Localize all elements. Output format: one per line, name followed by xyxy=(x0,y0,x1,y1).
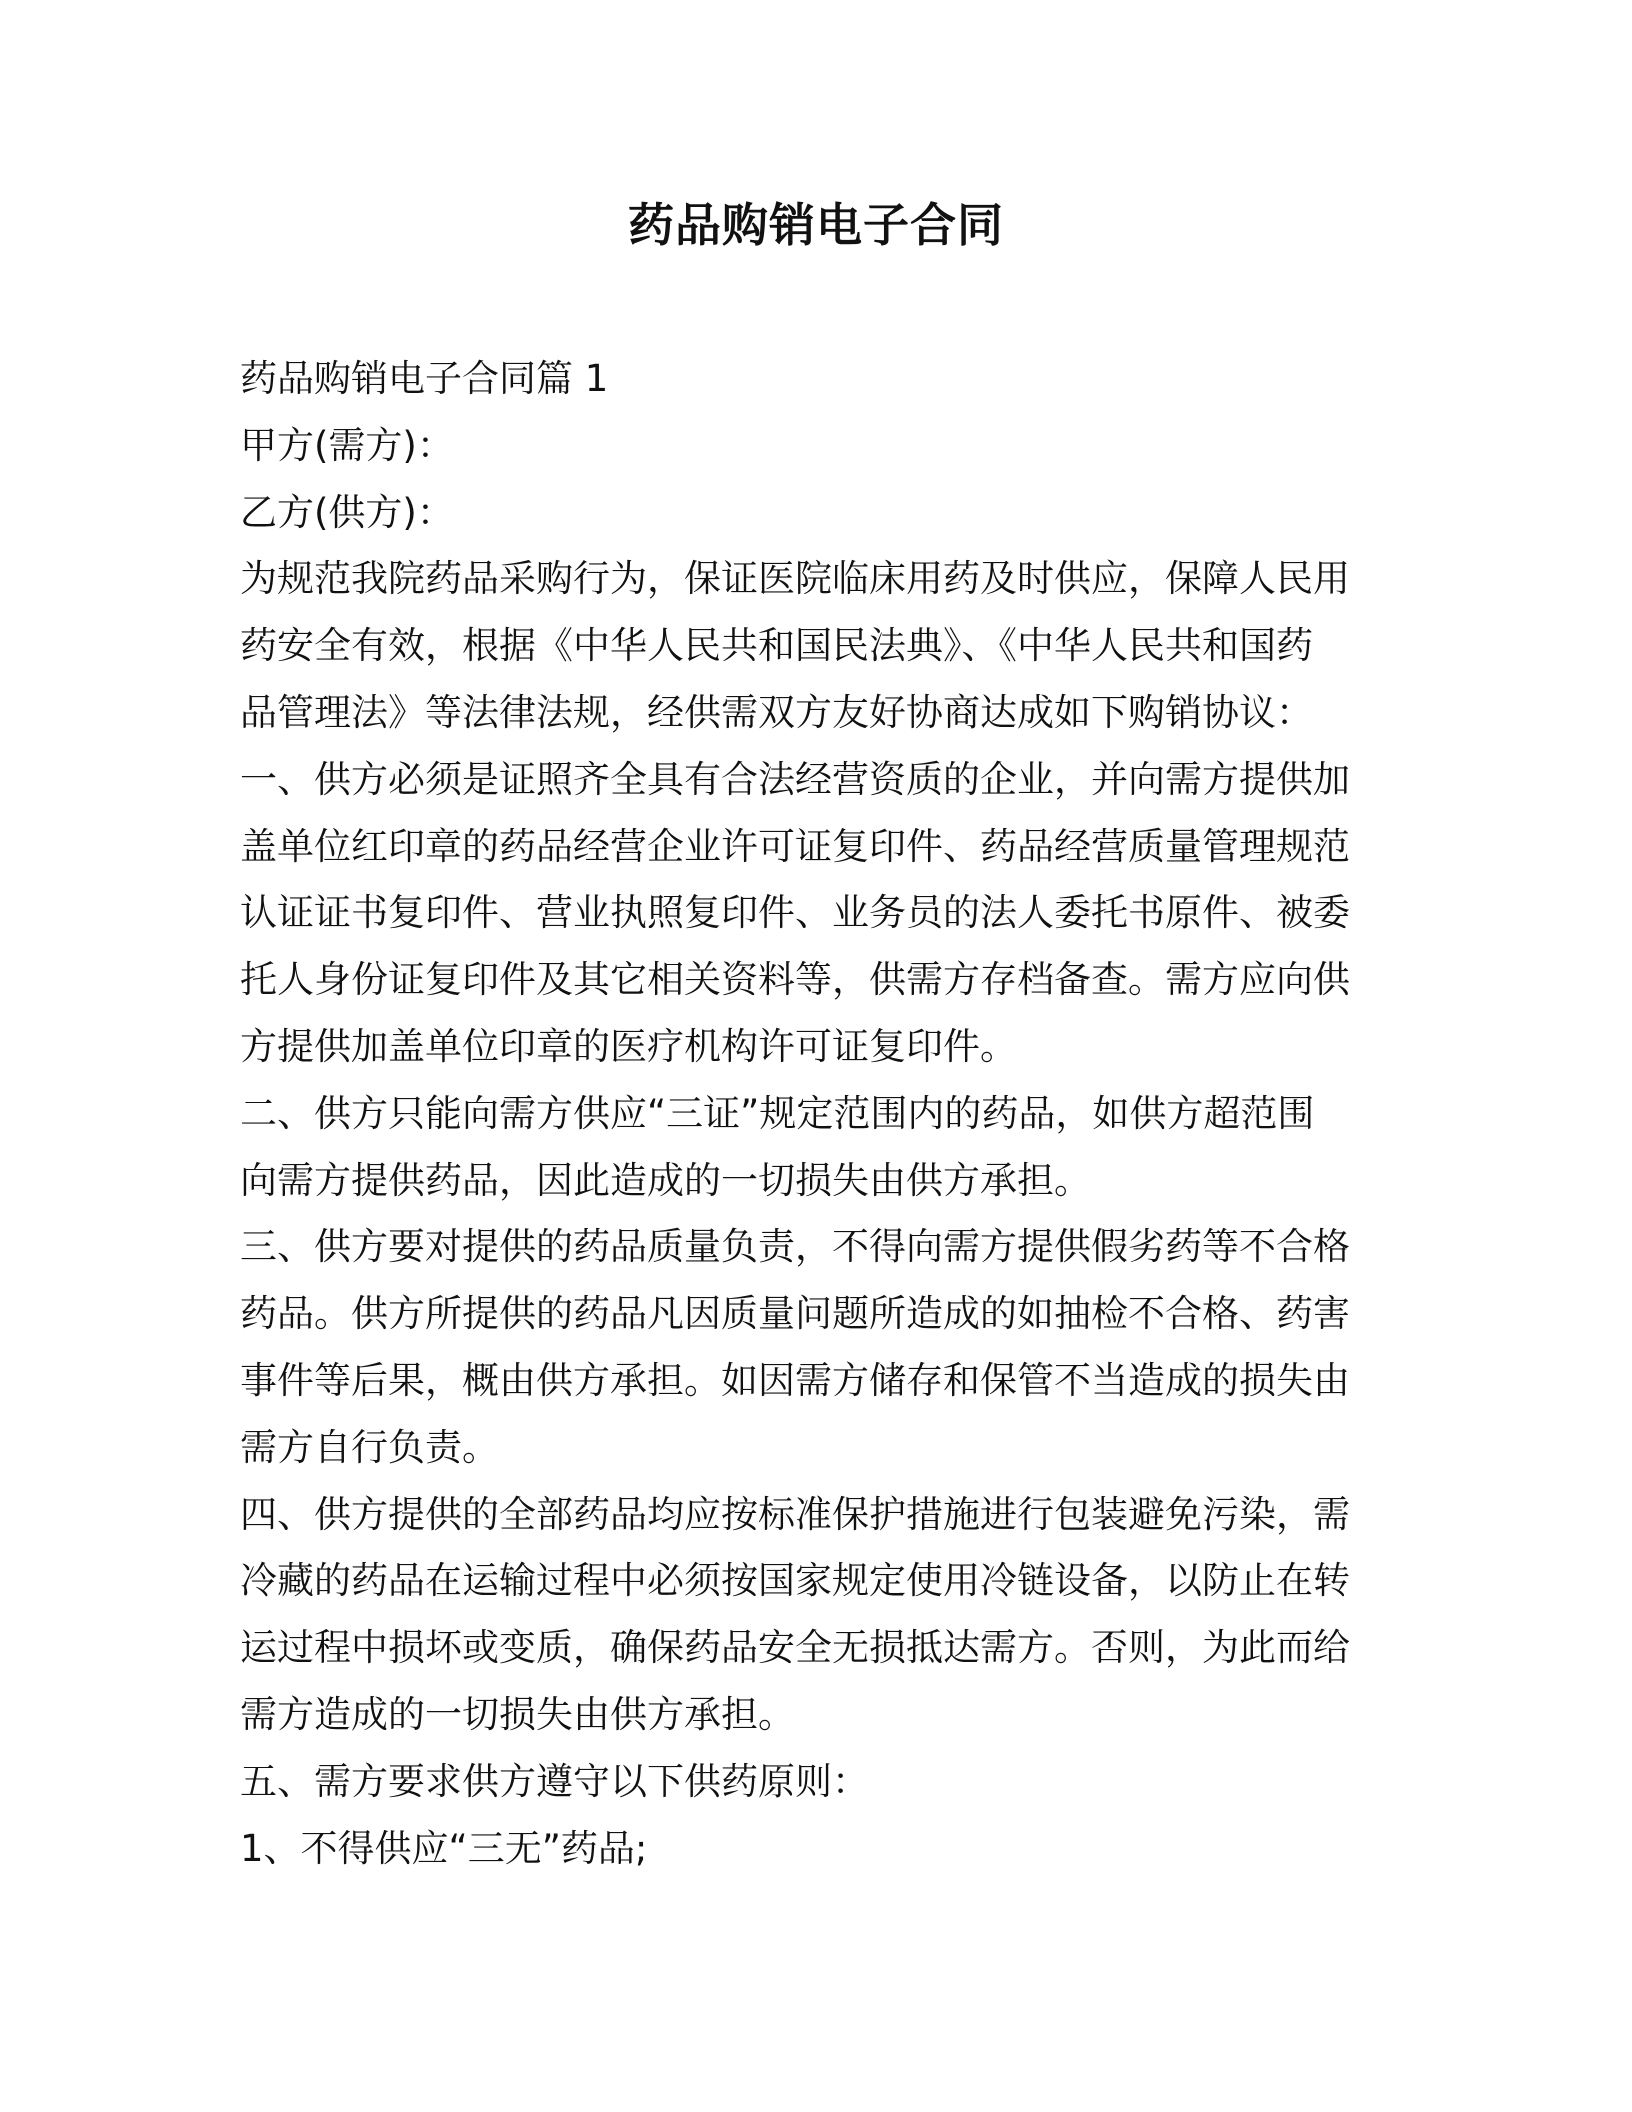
clause-one-line: 认证证书复印件、营业执照复印件、业务员的法人委托书原件、被委 xyxy=(240,891,1350,935)
document-body xyxy=(240,346,1390,1882)
clause-one-line: 托人身份证复印件及其它相关资料等，供需方存档备查。需方应向供 xyxy=(240,958,1350,1002)
clause-two-line: 二、供方只能向需方供应“三证”规定范围内的药品，如供方超范围 xyxy=(240,1091,1315,1135)
clause-three-line: 事件等后果，概由供方承担。如因需方储存和保管不当造成的损失由 xyxy=(240,1358,1350,1402)
body-text-line: 药安全有效，根据《中华人民共和国民法典》、《中华人民共和国药 xyxy=(240,624,1313,668)
clause-two-line: 向需方提供药品，因此造成的一切损失由供方承担。 xyxy=(240,1158,1091,1202)
clause-one-line: 方提供加盖单位印章的医疗机构许可证复印件。 xyxy=(240,1024,1017,1068)
clause-three-line: 三、供方要对提供的药品质量负责，不得向需方提供假劣药等不合格 xyxy=(240,1225,1350,1269)
clause-five-line: 五、需方要求供方遵守以下供药原则： xyxy=(240,1759,869,1803)
clause-four-line: 四、供方提供的全部药品均应按标准保护措施进行包装避免污染，需 xyxy=(240,1492,1350,1536)
principle-item: 1、不得供应“三无”药品; xyxy=(240,1826,648,1870)
party-a-label: 甲方(需方)： xyxy=(240,423,454,467)
party-b-label: 乙方(供方)： xyxy=(240,490,454,534)
clause-three-line: 药品。供方所提供的药品凡因质量问题所造成的如抽检不合格、药害 xyxy=(240,1292,1350,1336)
body-text-line: 为规范我院药品采购行为，保证医院临床用药及时供应，保障人民用 xyxy=(240,557,1350,601)
clause-one-line: 一、供方必须是证照齐全具有合法经营资质的企业，并向需方提供加 xyxy=(240,757,1350,801)
clause-four-line: 冷藏的药品在运输过程中必须按国家规定使用冷链设备，以防止在转 xyxy=(240,1559,1350,1603)
section-heading: 药品购销电子合同篇 1 xyxy=(240,357,609,400)
clause-one-line: 盖单位红印章的药品经营企业许可证复印件、药品经营质量管理规范 xyxy=(240,824,1350,868)
clause-three-line: 需方自行负责。 xyxy=(240,1425,499,1469)
clause-four-line: 需方造成的一切损失由供方承担。 xyxy=(240,1692,795,1736)
clause-four-line: 运过程中损坏或变质，确保药品安全无损抵达需方。否则，为此而给 xyxy=(240,1626,1350,1670)
body-text-line: 品管理法》等法律法规，经供需双方友好协商达成如下购销协议： xyxy=(240,690,1313,734)
document-title: 药品购销电子合同 xyxy=(628,198,1004,252)
